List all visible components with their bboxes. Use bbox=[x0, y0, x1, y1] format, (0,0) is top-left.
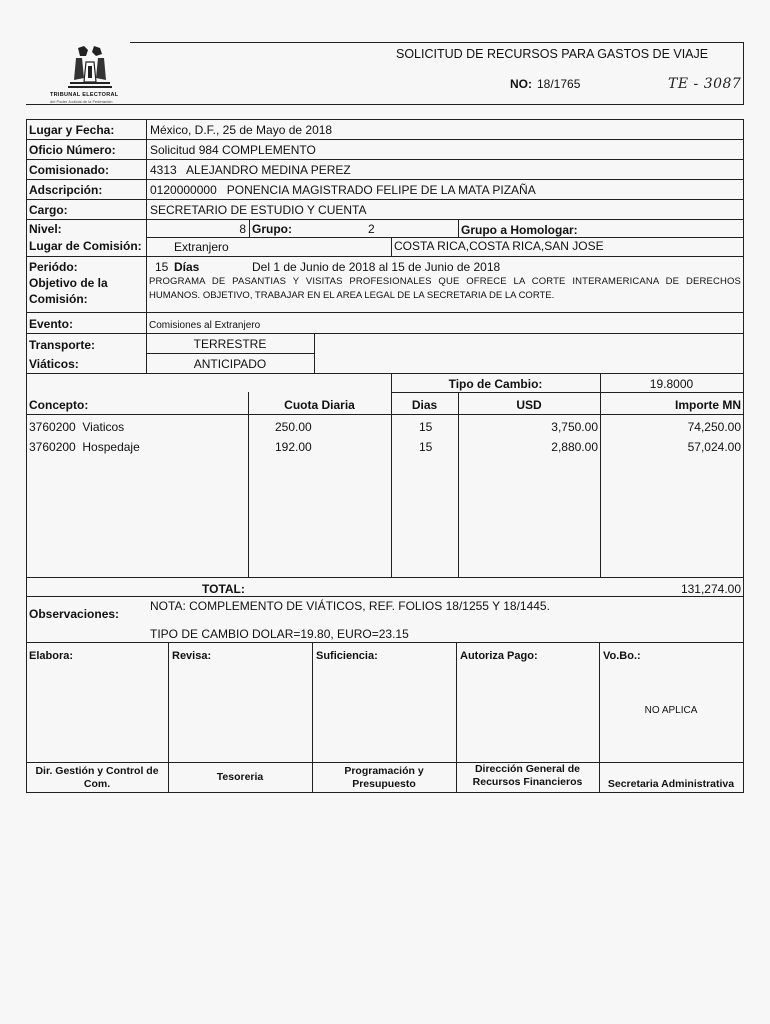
row-rule bbox=[26, 333, 744, 334]
lugar-fecha-label: Lugar y Fecha: bbox=[29, 123, 115, 137]
row-rule bbox=[26, 159, 744, 160]
sig-vobo: Vo.Bo.: bbox=[603, 650, 641, 662]
periodo-value: Del 1 de Junio de 2018 al 15 de Junio de 2018 bbox=[252, 260, 501, 274]
lugar-fecha-value: México, D.F., 25 de Mayo de 2018 bbox=[150, 123, 333, 137]
grupo-label: Grupo: bbox=[252, 222, 292, 236]
sig-col-rule bbox=[599, 642, 600, 792]
logo-text: TRIBUNAL ELECTORAL bbox=[50, 92, 119, 98]
viaticos-label: Viáticos: bbox=[29, 357, 79, 371]
objetivo-label-1: Objetivo de la bbox=[29, 276, 108, 290]
logo-subtext: del Poder Judicial de la Federación bbox=[50, 99, 113, 104]
transporte-label: Transporte: bbox=[29, 338, 96, 352]
tipo-cambio-value: 19.8000 bbox=[649, 377, 694, 391]
row-rule bbox=[26, 312, 744, 313]
dept-programacion-line-2: Presupuesto bbox=[352, 778, 416, 790]
adscripcion-value: 0120000000 PONENCIA MAGISTRADO FELIPE DE LA MATA PIZAÑA bbox=[150, 183, 536, 197]
label-divider bbox=[146, 119, 147, 373]
row-rule bbox=[26, 219, 744, 220]
cargo-value: SECRETARIO DE ESTUDIO Y CUENTA bbox=[150, 203, 367, 217]
row-rule bbox=[26, 139, 744, 140]
table-row-cuota: 192.00 bbox=[275, 440, 312, 454]
table-row-importe: 74,250.00 bbox=[687, 420, 741, 434]
no-value: 18/1765 bbox=[537, 77, 581, 91]
dept-secretaria: Secretaria Administrativa bbox=[607, 778, 735, 790]
oficio-value: Solicitud 984 COMPLEMENTO bbox=[150, 143, 316, 157]
row-rule bbox=[391, 392, 743, 393]
evento-label: Evento: bbox=[29, 317, 74, 331]
row-rule bbox=[26, 256, 744, 257]
header bbox=[26, 42, 744, 104]
observaciones-label: Observaciones: bbox=[29, 607, 120, 621]
col-header-cuota: Cuota Diaria bbox=[284, 398, 355, 412]
tribunal-seal-icon bbox=[60, 44, 120, 90]
sig-autoriza: Autoriza Pago: bbox=[460, 650, 538, 662]
header-top-rule bbox=[130, 42, 744, 43]
logo bbox=[46, 44, 136, 104]
table-row-usd: 3,750.00 bbox=[551, 420, 598, 434]
dept-tesoreria: Tesoreria bbox=[216, 771, 264, 783]
objetivo-label-2: Comisión: bbox=[29, 292, 88, 306]
sig-col-rule bbox=[168, 642, 169, 792]
row-rule bbox=[26, 373, 744, 374]
destino-divider bbox=[391, 237, 392, 256]
form-title: SOLICITUD DE RECURSOS PARA GASTOS DE VIAJE bbox=[396, 47, 709, 61]
dept-gestion-line-2: Com. bbox=[83, 778, 111, 790]
nivel-value: 8 bbox=[239, 222, 246, 236]
row-rule bbox=[26, 642, 744, 643]
dept-direccion-line-1: Dirección General de bbox=[474, 763, 581, 775]
table-row-importe: 57,024.00 bbox=[687, 440, 741, 454]
row-rule bbox=[26, 119, 744, 120]
observaciones-line-2: TIPO DE CAMBIO DOLAR=19.80, EURO=23.15 bbox=[150, 627, 409, 641]
grupo-homologar-label: Grupo a Homologar: bbox=[461, 223, 578, 237]
periodo-label: Periódo: bbox=[29, 260, 78, 274]
table-row-cuota: 250.00 bbox=[275, 420, 312, 434]
col-header-importe: Importe MN bbox=[675, 398, 741, 412]
grupo-value: 2 bbox=[368, 222, 375, 236]
row-rule bbox=[26, 179, 744, 180]
table-row-concepto: 3760200 Hospedaje bbox=[29, 440, 140, 454]
viaticos-value: ANTICIPADO bbox=[193, 357, 267, 371]
periodo-dias: 15 bbox=[155, 260, 169, 274]
sig-elabora: Elabora: bbox=[29, 650, 74, 662]
nivel-label: Nivel: bbox=[29, 222, 62, 236]
transporte-value: TERRESTRE bbox=[193, 337, 267, 351]
dept-gestion-line-1: Dir. Gestión y Control de bbox=[35, 765, 159, 777]
adscripcion-label: Adscripción: bbox=[29, 183, 103, 197]
objetivo-line-1: PROGRAMA DE PASANTIAS Y VISITAS PROFESIONALES QUE OFRECE LA CORTE INTERAMERICANA DE DERECHOS bbox=[149, 276, 741, 287]
table-col-rule bbox=[248, 392, 249, 577]
row-rule bbox=[26, 762, 744, 763]
no-label: NO: bbox=[510, 77, 532, 91]
row-rule bbox=[146, 237, 743, 238]
oficio-label: Oficio Número: bbox=[29, 143, 116, 157]
col-header-usd: USD bbox=[516, 398, 542, 412]
col-header-concepto: Concepto: bbox=[29, 398, 89, 412]
comisionado-label: Comisionado: bbox=[29, 163, 109, 177]
table-row-dias: 15 bbox=[419, 440, 433, 454]
sig-suficiencia: Suficiencia: bbox=[316, 650, 378, 662]
table-row-concepto: 3760200 Viaticos bbox=[29, 420, 125, 434]
periodo-dias-label: Días bbox=[174, 260, 200, 274]
tipo-cambio-label: Tipo de Cambio: bbox=[448, 377, 543, 391]
table-row-usd: 2,880.00 bbox=[551, 440, 598, 454]
total-value: 131,274.00 bbox=[680, 582, 741, 596]
header-right-rule bbox=[743, 42, 744, 104]
transport-box-right bbox=[314, 333, 315, 373]
destino-value: COSTA RICA,COSTA RICA,SAN JOSE bbox=[394, 239, 604, 253]
dept-direccion-line-2: Recursos Financieros bbox=[472, 776, 583, 788]
sig-revisa: Revisa: bbox=[172, 650, 212, 662]
grupo-divider bbox=[458, 219, 459, 237]
header-bottom-rule bbox=[26, 104, 744, 105]
row-rule bbox=[26, 577, 744, 578]
row-rule bbox=[146, 353, 314, 354]
cargo-label: Cargo: bbox=[29, 203, 68, 217]
observaciones-line-1: NOTA: COMPLEMENTO DE VIÁTICOS, REF. FOLIOS 18/1255 Y 18/1445. bbox=[150, 599, 550, 613]
total-label: TOTAL: bbox=[202, 582, 245, 596]
nivel-divider bbox=[249, 219, 250, 237]
row-rule bbox=[26, 792, 744, 793]
row-rule bbox=[26, 596, 744, 597]
col-header-dias: Dias bbox=[411, 398, 438, 412]
lugar-comision-label: Lugar de Comisión: bbox=[29, 239, 142, 253]
table-row-dias: 15 bbox=[419, 420, 433, 434]
row-rule bbox=[26, 414, 744, 415]
evento-value: Comisiones al Extranjero bbox=[149, 320, 261, 331]
lugar-comision-value: Extranjero bbox=[174, 240, 229, 254]
handwritten-ref: TE - 3087 bbox=[668, 76, 742, 92]
objetivo-line-2: HUMANOS. OBJETIVO, TRABAJAR EN EL AREA LEGAL DE LA SECRETARIA DE LA CORTE. bbox=[149, 290, 555, 301]
row-rule bbox=[26, 199, 744, 200]
comisionado-value: 4313 ALEJANDRO MEDINA PEREZ bbox=[150, 163, 351, 177]
dept-programacion-line-1: Programación y bbox=[344, 765, 424, 777]
no-aplica: NO APLICA bbox=[644, 705, 698, 716]
